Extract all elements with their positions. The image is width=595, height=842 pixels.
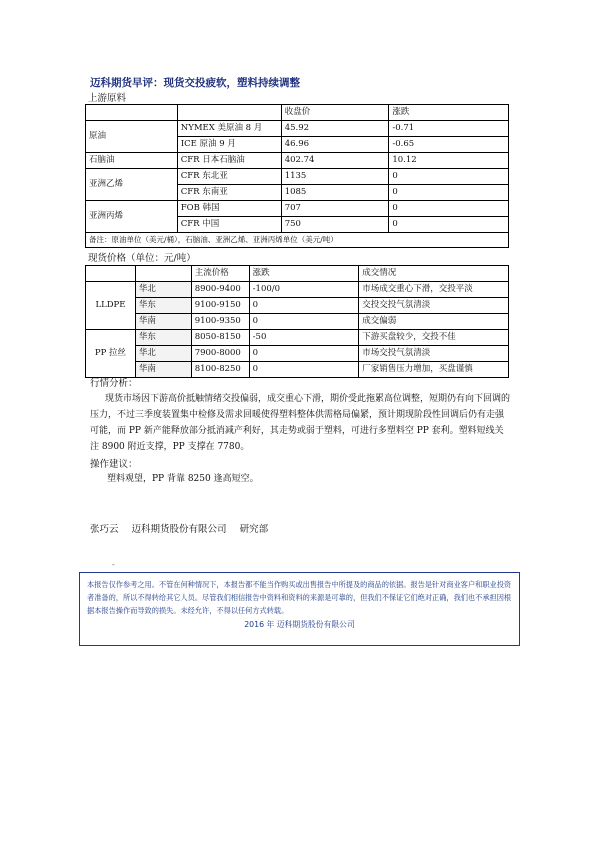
header-cell (177, 105, 281, 121)
disclaimer-text: 本报告仅作参考之用。不管在何种情况下，本报告都不能当作购买或出售报告中所提及的商品的依据。报告是针对商业客户和职业投资者准备的，所以不得转给其它人员。尽管我们相信报告中资料和资料的来源是可靠的，但我们不保证它们绝对正确，我们也不承担因根据本报告操作而导致的损失。未经允许，不得以任何方式转载。 (87, 580, 512, 615)
table-header-row (86, 266, 509, 282)
separator-mark: - (112, 560, 115, 569)
price-cell: 8100-8250 (191, 362, 249, 378)
spot-label: 现货价格（单位：元/吨） (88, 253, 196, 264)
table-row (86, 346, 509, 362)
table-row (86, 282, 509, 298)
region-cell: 华南 (135, 314, 191, 330)
change-cell: 0 (389, 217, 509, 233)
price-cell: 9100-9150 (191, 298, 249, 314)
table-row (86, 201, 509, 217)
header-cell (86, 105, 178, 121)
region-cell: 华东 (135, 298, 191, 314)
status-cell: 市场成交重心下滑，交投平淡 (359, 282, 509, 298)
header-cell (135, 266, 191, 282)
change-cell: 0 (249, 362, 359, 378)
price-cell: 45.92 (281, 121, 389, 137)
price-cell: 9100-9350 (191, 314, 249, 330)
item-cell: CFR 日本石脑油 (177, 153, 281, 169)
change-cell: -0.71 (389, 121, 509, 137)
table-note-row (86, 233, 509, 248)
price-cell: 7900-8000 (191, 346, 249, 362)
item-cell: ICE 原油 9 月 (177, 137, 281, 153)
change-cell: -50 (249, 330, 359, 346)
advice-heading: 操作建议： (90, 459, 138, 470)
change-cell: 0 (389, 201, 509, 217)
analysis-body: 现货市场因下游高价抵触情绪交投偏弱，成交重心下滑，期价受此拖累高位调整，短期仍有向下回调的压力，不过三季度装置集中检修及需求回暖使得塑料整体供需格局偏紧，预计期现阶段性回调后仍有走强可能，而 PP 新产能释放部分抵消减产利好，其走势或弱于塑料，可进行多塑料空 PP 套利。塑料短线关注 8900 附近支撑，PP 支撑在 7780。 (90, 394, 511, 452)
price-cell: 707 (281, 201, 389, 217)
author-name: 张巧云 (90, 524, 119, 535)
change-cell: -0.65 (389, 137, 509, 153)
status-cell: 交投交投气氛清淡 (359, 298, 509, 314)
change-cell: 0 (249, 298, 359, 314)
change-cell: 0 (249, 314, 359, 330)
upstream-label: 上游原料 (88, 93, 127, 104)
price-cell: 46.96 (281, 137, 389, 153)
status-cell: 市场交投气氛清淡 (359, 346, 509, 362)
upstream-table (85, 104, 509, 248)
advice-body: 塑料观望，PP 背靠 8250 逢高短空。 (107, 474, 259, 484)
status-cell: 下游买盘较少，交投不佳 (359, 330, 509, 346)
change-cell: 0 (389, 185, 509, 201)
header-cell: 主流价格 (191, 266, 249, 282)
table-note: 备注：原油单位（美元/桶），石脑油、亚洲乙烯、亚洲丙烯单位（美元/吨） (86, 233, 509, 248)
author-line (90, 521, 278, 535)
header-cell: 涨跌 (249, 266, 359, 282)
table-row (86, 314, 509, 330)
item-cell: CFR 中国 (177, 217, 281, 233)
page-title: 迈科期货早评：现货交投疲软，塑料持续调整 (90, 77, 300, 89)
table-row (86, 362, 509, 378)
table-row (86, 330, 509, 346)
header-cell: 成交情况 (359, 266, 509, 282)
product-cell: PP 拉丝 (86, 330, 136, 378)
region-cell: 华东 (135, 330, 191, 346)
region-cell: 华北 (135, 346, 191, 362)
disclaimer-company: 2016 年 迈科期货股份有限公司 (244, 620, 355, 629)
status-cell: 厂家销售压力增加，买盘谨慎 (359, 362, 509, 378)
price-cell: 8900-9400 (191, 282, 249, 298)
table-row (86, 298, 509, 314)
region-cell: 华南 (135, 362, 191, 378)
price-cell: 1135 (281, 169, 389, 185)
change-cell: 10.12 (389, 153, 509, 169)
price-cell: 1085 (281, 185, 389, 201)
disclaimer-box (79, 572, 520, 646)
product-cell: LLDPE (86, 282, 136, 330)
price-cell: 750 (281, 217, 389, 233)
price-cell: 8050-8150 (191, 330, 249, 346)
header-cell: 收盘价 (281, 105, 389, 121)
status-cell: 成交偏弱 (359, 314, 509, 330)
spot-table (85, 265, 509, 378)
table-row (86, 153, 509, 169)
table-row (86, 169, 509, 185)
header-cell: 涨跌 (389, 105, 509, 121)
header-cell (86, 266, 136, 282)
analysis-heading: 行情分析： (90, 378, 138, 389)
table-header-row (86, 105, 509, 121)
group-cell: 原油 (86, 121, 178, 153)
group-cell: 石脑油 (86, 153, 178, 169)
change-cell: 0 (249, 346, 359, 362)
table-row (86, 121, 509, 137)
department: 研究部 (239, 524, 269, 535)
item-cell: CFR 东北亚 (177, 169, 281, 185)
change-cell: -100/0 (249, 282, 359, 298)
price-cell: 402.74 (281, 153, 389, 169)
group-cell: 亚洲丙烯 (86, 201, 178, 233)
change-cell: 0 (389, 169, 509, 185)
item-cell: CFR 东南亚 (177, 185, 281, 201)
item-cell: NYMEX 美原油 8 月 (177, 121, 281, 137)
group-cell: 亚洲乙烯 (86, 169, 178, 201)
region-cell: 华北 (135, 282, 191, 298)
item-cell: FOB 韩国 (177, 201, 281, 217)
company-name: 迈科期货股份有限公司 (131, 524, 227, 535)
